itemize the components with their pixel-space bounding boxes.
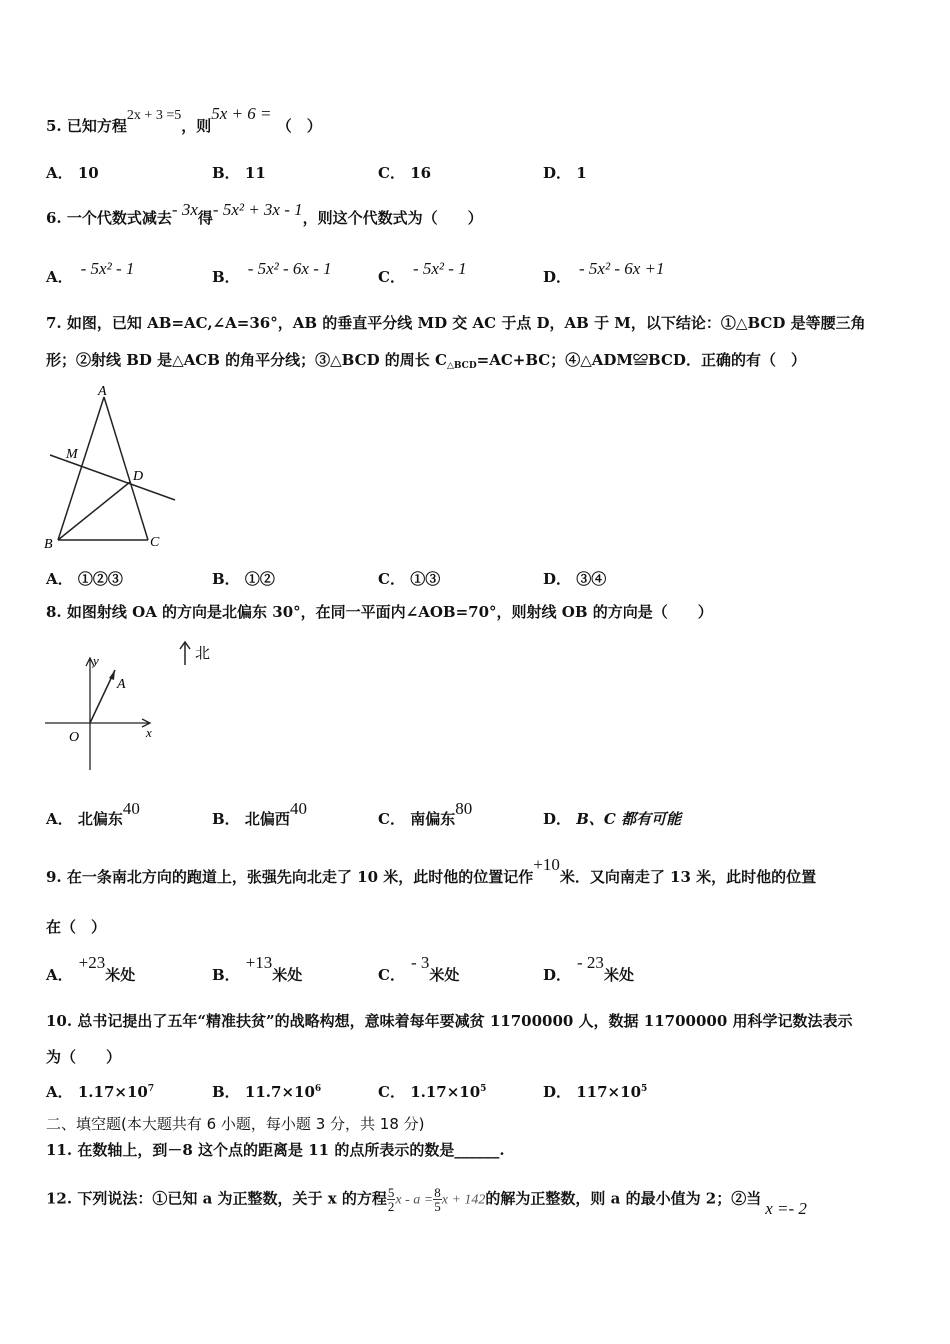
- q7-option-a[interactable]: A． ①②③: [46, 570, 123, 588]
- north-label: 北: [195, 644, 211, 662]
- q9-value: +10: [533, 855, 560, 874]
- q7-option-c[interactable]: C． ①③: [378, 570, 441, 588]
- q9-stem-line-1: 9. 在一条南北方向的跑道上，张强先向北走了 10 米，此时他的位置记作+10米．又向南走了 13 米，此时他的位置: [46, 855, 817, 886]
- q6-option-d[interactable]: D． - 5x² - 6x +1: [543, 259, 665, 286]
- q5-option-c[interactable]: C． 16: [378, 164, 432, 182]
- q8-option-c[interactable]: C． 南偏东80: [378, 799, 473, 828]
- q9-option-a[interactable]: A．+23米处: [46, 953, 136, 984]
- q7-option-d[interactable]: D． ③④: [543, 570, 607, 588]
- q10-option-b[interactable]: B． $11.7\times 10^6$: [212, 1083, 322, 1101]
- q11-stem: 11. 在数轴上，到－8 这个点的距离是 11 的点所表示的数是______.: [46, 1141, 505, 1159]
- segment-ab: [58, 397, 104, 540]
- q8-direction-figure: [40, 640, 230, 775]
- q10-stem-line-1: 10. 总书记提出了五年“精准扶贫”的战略构想，意味着每年要减贫 11700000 人，数据 11700000 用科学记数法表示: [46, 1012, 853, 1030]
- label-y: y: [93, 653, 99, 668]
- q10-stem-line-2: 为（ ）: [46, 1048, 122, 1066]
- q5-option-a[interactable]: A． 10: [46, 164, 99, 182]
- q8-option-d[interactable]: D． B、C 都有可能: [543, 810, 682, 828]
- q10-option-c[interactable]: C． $1.17\times 10^5$: [378, 1083, 487, 1101]
- q9-option-c[interactable]: C．- 3米处: [378, 953, 460, 984]
- q6-option-a[interactable]: A． - 5x² - 1: [46, 259, 135, 286]
- section-2-heading: 二、填空题(本大题共有 6 小题，每小题 3 分，共 18 分): [46, 1115, 425, 1133]
- q12-stem: 12. 下列说法：①已知 a 为正整数，关于 x 的方程 $\frac{5}{2}$ x - a = $\frac{8}{5}$ x + 142的解为正整数，则 a 的最小值为 2；②当 x =- 2: [46, 1185, 807, 1218]
- q12-condition: x =- 2: [765, 1198, 807, 1218]
- q6-expr-1: - 3x: [171, 200, 198, 219]
- q12-fraction-2: $\frac{8}{5}$: [434, 1185, 441, 1214]
- label-a: A: [98, 384, 107, 399]
- ray-oa-arrow: [109, 670, 115, 680]
- q5-option-d[interactable]: D． 1: [543, 164, 587, 182]
- q6-option-b[interactable]: B． - 5x² - 6x - 1: [212, 259, 332, 286]
- label-x: x: [146, 725, 152, 740]
- q6-option-c[interactable]: C． - 5x² - 1: [378, 259, 467, 286]
- q7-stem-line-1: 7. 如图，已知 AB=AC,∠A=36°，AB 的垂直平分线 MD 交 AC 于点 D，AB 于 M，以下结论：①△BCD 是等腰三角: [46, 314, 866, 332]
- q9-stem-line-2: 在（ ）: [46, 918, 107, 936]
- q9-option-d[interactable]: D．- 23米处: [543, 953, 634, 984]
- q5-equation-1: 2x + 3 =5: [126, 108, 182, 123]
- label-m: M: [66, 447, 78, 462]
- label-b: B: [44, 537, 53, 552]
- segment-bd: [58, 482, 130, 540]
- label-a: A: [117, 677, 126, 692]
- label-d: D: [133, 469, 144, 484]
- q5-equation-2: 5x + 6 =: [211, 104, 272, 123]
- q6-expr-2: - 5x² + 3x - 1: [212, 200, 303, 219]
- q10-option-a[interactable]: A． $1.17\times 10^7$: [46, 1083, 155, 1101]
- q10-option-d[interactable]: D． $117\times 10^5$: [543, 1083, 648, 1101]
- label-o: O: [69, 730, 80, 745]
- q12-fraction-1: $\frac{5}{2}$: [387, 1185, 395, 1214]
- q8-option-b[interactable]: B． 北偏西40: [212, 799, 307, 828]
- q9-option-b[interactable]: B．+13米处: [212, 953, 303, 984]
- q5-stem: 5. 已知方程2x + 3 =5，则5x + 6 = （ ）: [46, 104, 322, 135]
- q8-stem: 8. 如图射线 OA 的方向是北偏东 30°，在同一平面内∠AOB=70°，则射线 OB 的方向是（ ）: [46, 603, 713, 621]
- q7-option-b[interactable]: B． ①②: [212, 570, 275, 588]
- label-c: C: [150, 535, 160, 550]
- q5-option-b[interactable]: B． 11: [212, 164, 266, 182]
- q7-stem-line-2: 形；②射线 BD 是△ACB 的角平分线；③△BCD 的周长 $C_{\triangle BCD}=AC+BC$；④△ADM≌BCD．正确的有（ ）: [46, 351, 806, 371]
- q6-stem: 6. 一个代数式减去- 3x得- 5x² + 3x - 1，则这个代数式为（ ）: [46, 200, 483, 227]
- q8-option-a[interactable]: A． 北偏东40: [46, 799, 140, 828]
- q7-triangle-figure: [40, 380, 190, 555]
